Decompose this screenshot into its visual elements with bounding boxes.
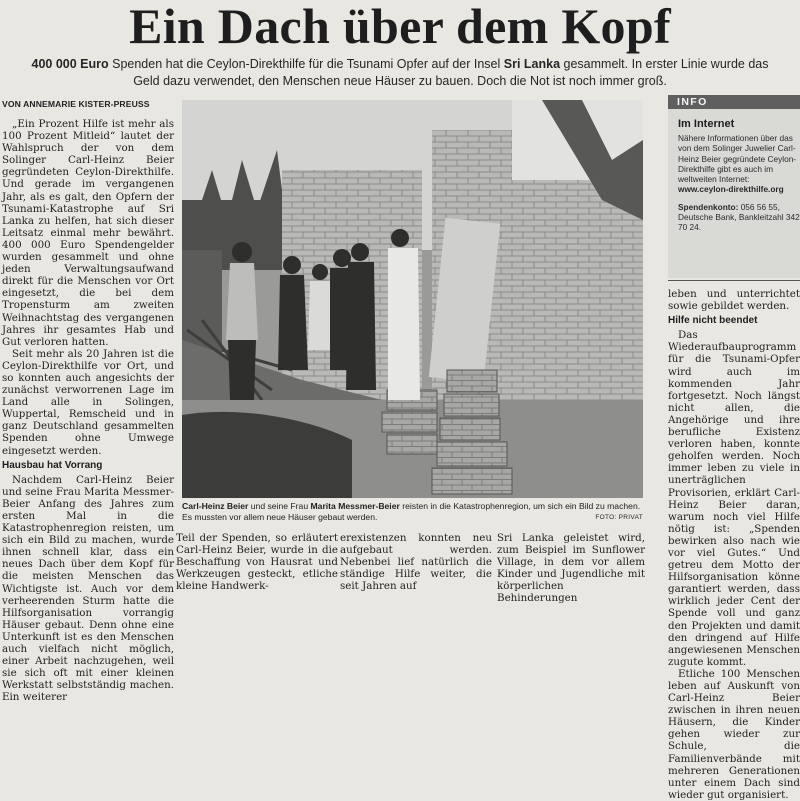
- deck-text-b: gesammelt. In erster Linie wurde das Geld dazu verwendet, den Menschen neue Häuser zu bauen. Doch die Not ist noch immer groß.: [133, 57, 769, 88]
- headline: Ein Dach über dem Kopf: [129, 0, 671, 54]
- divider: [668, 280, 800, 281]
- info-text: Nähere Informationen über das von dem Solinger Juwelier Carl-Heinz Beier gegründete Ceylon-Direkthilfe gibt es auch im weltweiten Internet:: [678, 133, 797, 185]
- info-label: INFO: [668, 95, 800, 109]
- construction-site-photo: [182, 100, 643, 498]
- paragraph: leben und unterrichtet sowie gebildet werden.: [668, 288, 800, 313]
- paragraph: Nachdem Carl-Heinz Beier und seine Frau Marita Messmer-Beier Anfang des Jahres zum ersten Mal in die Katastrophenregion reisten, um sich ein Bild zu machen, wurde ihnen schnell klar, dass ein neues Dach über dem Kopf für die meisten Menschen das Wichtigste ist. Auch vor dem verheerenden Sturm hatte die Hilfsorganisation vorrangig Häuser gebaut. Denn ohne eine Unterkunft ist es den Menschen auch vielfach nicht möglich, einer Arbeit nachzugehen, weil sie sich oft mit einer kleinen Werkstatt selbstständig machen. Ein weiterer: [2, 473, 174, 704]
- article-column-2: [176, 532, 338, 593]
- caption-mid: und seine Frau: [248, 501, 311, 511]
- deck-amount: 400 000 Euro: [31, 57, 109, 71]
- article-photo: [182, 100, 643, 498]
- caption-rest: reisten in die Katastrophenregion, um sich ein Bild zu machen. Es mussten vor allem neue Häuser gebaut werden.: [182, 501, 641, 522]
- subheading: Hilfe nicht beendet: [668, 315, 758, 327]
- info-url[interactable]: www.ceylon-direkthilfe.org: [678, 184, 784, 195]
- paragraph: „Ein Prozent Hilfe ist mehr als 100 Prozent Mitleid“ lautet der Wahlspruch der von dem Solinger Carl-Heinz Beier gegründeten Ceylon-Direkthilfe. Und gerade im vergangenen Jahr, als es galt, den Opfern der Tsunami-Katastrophe auf Sri Lanka zu helfen, hat sich dieser Leitsatz einmal mehr bewährt. 400 000 Euro Spendengelder wurden gesammelt und ohne jeden Verwaltungsaufwand direkt für die Menschen vor Ort eingesetzt, die bei dem Tropensturm am zweiten Weihnachtstag des vergangenen Jahres ihr gesamtes Hab und Gut verloren hatten.: [2, 118, 174, 348]
- article-column-5: [668, 288, 800, 801]
- paragraph: Teil der Spenden, so erläutert Carl-Heinz Beier, wurde in die Beschaffung von Hausrat und Werkzeugen gesteckt, etliche kleine Handwerk-: [176, 532, 338, 593]
- paragraph: Sri Lanka geleistet wird, zum Beispiel im Sunflower Village, in dem vor allem Kinder und Jugendliche mit körperlichen Behinderungen: [497, 532, 645, 605]
- paragraph: Das Wiederaufbauprogramm für die Tsunami-Opfer wird auch im kommenden Jahr fortgesetzt. Noch längst nicht allen, die Angehörige und ihre berufliche Existenz verloren haben, konnte geholfen werden. Noch immer leben zu viele in unerträglichen Provisorien, erklärt Carl-Heinz Beier daran, warum noch viel Hilfe nötig ist: „Spenden bewirken also nach wie vor viel Gutes.“ Und getreu dem Motto der Hilfsorganisation könne garantiert werden, dass wirklich jeder Cent der Spende voll und ganz den Projekten und damit den dringend auf Hilfe angewiesenen Menschen zugute kommt.: [668, 329, 800, 668]
- photo-credit: FOTO: PRIVAT: [595, 514, 643, 521]
- article-column-4: [497, 532, 645, 605]
- byline: VON ANNEMARIE KISTER-PREUSS: [2, 99, 150, 109]
- account-label: Spendenkonto:: [678, 201, 739, 212]
- account-text: 056 56 55, Deutsche Bank, Bankleitzahl 342 70 24.: [678, 201, 800, 233]
- photo-caption: [182, 501, 643, 523]
- info-title: Im Internet: [678, 118, 735, 130]
- article-column-3: [340, 532, 492, 593]
- deck: [30, 56, 770, 90]
- caption-name-2: Marita Messmer-Beier: [310, 501, 400, 511]
- paragraph: Seit mehr als 20 Jahren ist die Ceylon-Direkthilfe vor Ort, und so konnten auch angesichts der zunächst verworrenen Lage im Land alle in Solingen, Wuppertal, Remscheid und in ganz Deutschland gesammelten Spenden ohne Umwege eingesetzt werden.: [2, 347, 174, 457]
- paragraph: erexistenzen konnten neu aufgebaut werden. Nebenbei lief natürlich die ständige Hilfe weiter, die seit Jahren auf: [340, 532, 492, 593]
- subheading: Hausbau hat Vorrang: [2, 459, 103, 471]
- paragraph: Etliche 100 Menschen leben auf Auskunft von Carl-Heinz Beier zwischen in ihren neuen Häusern, die Kinder gehen wieder zur Schule, die Familienverbände mit mehreren Generationen unter einem Dach sind wieder gut organisiert.: [668, 667, 800, 801]
- info-box: [668, 95, 800, 278]
- info-account: [678, 202, 800, 233]
- caption-name-1: Carl-Heinz Beier: [182, 501, 249, 511]
- deck-text-a: Spenden hat die Ceylon-Direkthilfe für die Tsunami Opfer auf der Insel: [108, 57, 504, 71]
- article-column-1: [2, 118, 174, 704]
- deck-island: Sri Lanka: [503, 57, 561, 71]
